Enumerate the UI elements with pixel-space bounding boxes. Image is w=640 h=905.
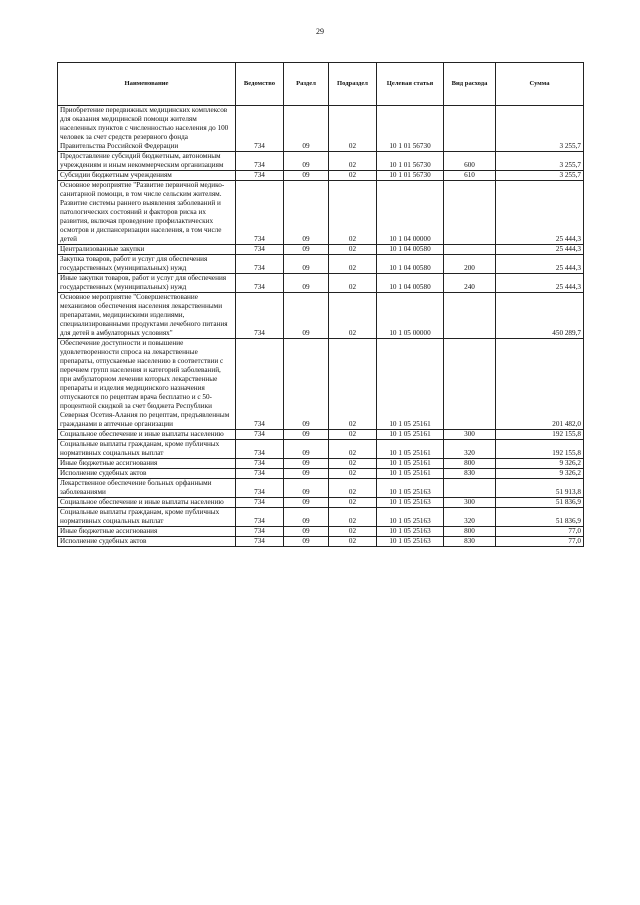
cell-name: Социальное обеспечение и иные выплаты населению <box>58 430 236 440</box>
header-dept: Ведомство <box>236 63 284 106</box>
cell-subsection: 02 <box>329 339 377 430</box>
cell-type: 320 <box>444 508 496 527</box>
cell-section: 09 <box>284 339 329 430</box>
cell-subsection: 02 <box>329 479 377 498</box>
header-type: Вид расхода <box>444 63 496 106</box>
cell-name: Социальные выплаты гражданам, кроме публичных нормативных социальных выплат <box>58 508 236 527</box>
table-row <box>58 537 584 547</box>
cell-name: Иные закупки товаров, работ и услуг для обеспечения государственных (муниципальных) нужд <box>58 274 236 293</box>
cell-target: 10 1 05 25161 <box>377 459 444 469</box>
cell-subsection: 02 <box>329 537 377 547</box>
table-row <box>58 245 584 255</box>
cell-subsection: 02 <box>329 459 377 469</box>
header-amount: Сумма <box>496 63 584 106</box>
cell-name: Субсидии бюджетным учреждениям <box>58 171 236 181</box>
cell-amount: 77,0 <box>496 527 584 537</box>
cell-dept: 734 <box>236 479 284 498</box>
table-row <box>58 459 584 469</box>
cell-target: 10 1 05 25163 <box>377 498 444 508</box>
cell-subsection: 02 <box>329 171 377 181</box>
header-target: Целевая статья <box>377 63 444 106</box>
cell-amount: 25 444,3 <box>496 181 584 245</box>
cell-subsection: 02 <box>329 430 377 440</box>
cell-name: Закупка товаров, работ и услуг для обеспечения государственных (муниципальных) нужд <box>58 255 236 274</box>
table-row <box>58 469 584 479</box>
cell-dept: 734 <box>236 181 284 245</box>
cell-type: 320 <box>444 440 496 459</box>
cell-target: 10 1 04 00000 <box>377 181 444 245</box>
cell-dept: 734 <box>236 106 284 152</box>
table-row <box>58 274 584 293</box>
cell-amount: 192 155,8 <box>496 430 584 440</box>
table-row <box>58 106 584 152</box>
table-row <box>58 293 584 339</box>
table-row <box>58 479 584 498</box>
budget-table <box>57 62 584 547</box>
cell-amount: 450 289,7 <box>496 293 584 339</box>
cell-target: 10 1 05 25163 <box>377 479 444 498</box>
cell-subsection: 02 <box>329 255 377 274</box>
cell-section: 09 <box>284 430 329 440</box>
cell-type: 800 <box>444 527 496 537</box>
cell-target: 10 1 01 56730 <box>377 171 444 181</box>
header-section: Раздел <box>284 63 329 106</box>
table-row <box>58 527 584 537</box>
cell-target: 10 1 01 56730 <box>377 152 444 171</box>
cell-subsection: 02 <box>329 508 377 527</box>
cell-type <box>444 293 496 339</box>
table-row <box>58 440 584 459</box>
cell-dept: 734 <box>236 245 284 255</box>
cell-dept: 734 <box>236 440 284 459</box>
table-row <box>58 498 584 508</box>
cell-target: 10 1 01 56730 <box>377 106 444 152</box>
cell-dept: 734 <box>236 171 284 181</box>
cell-name: Социальное обеспечение и иные выплаты населению <box>58 498 236 508</box>
cell-subsection: 02 <box>329 245 377 255</box>
cell-name: Приобретение передвижных медицинских комплексов для оказания медицинской помощи жителям населенных пунктов с численностью населения до 100 человек за счет средств резервного фонда Правительства Российской Федерации <box>58 106 236 152</box>
cell-section: 09 <box>284 537 329 547</box>
cell-dept: 734 <box>236 274 284 293</box>
cell-name: Иные бюджетные ассигнования <box>58 527 236 537</box>
cell-amount: 9 326,2 <box>496 459 584 469</box>
cell-subsection: 02 <box>329 181 377 245</box>
cell-dept: 734 <box>236 255 284 274</box>
cell-type <box>444 181 496 245</box>
cell-name: Социальные выплаты гражданам, кроме публичных нормативных социальных выплат <box>58 440 236 459</box>
page-number: 29 <box>316 27 324 36</box>
cell-subsection: 02 <box>329 152 377 171</box>
cell-dept: 734 <box>236 339 284 430</box>
cell-name: Обеспечение доступности и повышение удовлетворенности спроса на лекарственные препараты, отпускаемые населению в соответствии с перечнем групп населения и категорий заболеваний, при амбулаторном лечении которых лекарственные препараты и изделия медицинского назначения отпускаются по рецептам врача бесплатно и с 50-процентной скидкой за счет бюджета Республики Северная Осетия-Алания по рецептам, предъявленным гражданами в аптечные организации <box>58 339 236 430</box>
cell-dept: 734 <box>236 527 284 537</box>
cell-section: 09 <box>284 245 329 255</box>
cell-target: 10 1 05 00000 <box>377 293 444 339</box>
cell-amount: 201 482,0 <box>496 339 584 430</box>
cell-type: 300 <box>444 430 496 440</box>
cell-amount: 51 836,9 <box>496 498 584 508</box>
cell-target: 10 1 05 25161 <box>377 440 444 459</box>
cell-type: 830 <box>444 469 496 479</box>
cell-type: 200 <box>444 255 496 274</box>
cell-amount: 192 155,8 <box>496 440 584 459</box>
cell-dept: 734 <box>236 293 284 339</box>
cell-amount: 25 444,3 <box>496 255 584 274</box>
cell-section: 09 <box>284 440 329 459</box>
table-row <box>58 508 584 527</box>
cell-target: 10 1 04 00580 <box>377 274 444 293</box>
cell-dept: 734 <box>236 498 284 508</box>
cell-section: 09 <box>284 498 329 508</box>
cell-dept: 734 <box>236 537 284 547</box>
cell-amount: 9 326,2 <box>496 469 584 479</box>
table-row <box>58 339 584 430</box>
cell-type: 610 <box>444 171 496 181</box>
cell-dept: 734 <box>236 152 284 171</box>
cell-name: Исполнение судебных актов <box>58 537 236 547</box>
cell-target: 10 1 05 25163 <box>377 508 444 527</box>
cell-name: Основное мероприятие "Совершенствование механизмов обеспечения населения лекарственными препаратами, медицинскими изделиями, специализированными продуктами лечебного питания для детей в амбулаторных условиях" <box>58 293 236 339</box>
cell-name: Централизованные закупки <box>58 245 236 255</box>
cell-subsection: 02 <box>329 498 377 508</box>
cell-target: 10 1 04 00580 <box>377 245 444 255</box>
table-row <box>58 181 584 245</box>
table-body <box>58 106 584 547</box>
cell-type <box>444 245 496 255</box>
cell-subsection: 02 <box>329 469 377 479</box>
cell-type <box>444 106 496 152</box>
cell-target: 10 1 05 25163 <box>377 537 444 547</box>
table-row <box>58 430 584 440</box>
cell-name: Иные бюджетные ассигнования <box>58 459 236 469</box>
cell-subsection: 02 <box>329 527 377 537</box>
cell-section: 09 <box>284 508 329 527</box>
cell-target: 10 1 04 00580 <box>377 255 444 274</box>
cell-amount: 3 255,7 <box>496 152 584 171</box>
cell-name: Предоставление субсидий бюджетным, автономным учреждениям и иным некоммерческим организациям <box>58 152 236 171</box>
cell-subsection: 02 <box>329 106 377 152</box>
cell-section: 09 <box>284 171 329 181</box>
cell-section: 09 <box>284 255 329 274</box>
cell-section: 09 <box>284 459 329 469</box>
cell-target: 10 1 05 25163 <box>377 527 444 537</box>
cell-dept: 734 <box>236 469 284 479</box>
cell-type: 800 <box>444 459 496 469</box>
cell-type <box>444 479 496 498</box>
cell-name: Основное мероприятие "Развитие первичной медико-санитарной помощи, в том числе сельским жителям. Развитие системы раннего выявления заболеваний и патологических состояний и факторов риска их развития, включая проведение профилактических осмотров и диспансеризации населения, в том числе детей <box>58 181 236 245</box>
table-row <box>58 255 584 274</box>
cell-subsection: 02 <box>329 274 377 293</box>
cell-target: 10 1 05 25161 <box>377 469 444 479</box>
cell-dept: 734 <box>236 430 284 440</box>
cell-amount: 3 255,7 <box>496 171 584 181</box>
cell-section: 09 <box>284 274 329 293</box>
cell-type: 830 <box>444 537 496 547</box>
cell-amount: 25 444,3 <box>496 274 584 293</box>
cell-section: 09 <box>284 293 329 339</box>
cell-section: 09 <box>284 106 329 152</box>
cell-name: Лекарственное обеспечение больных орфанными заболеваниями <box>58 479 236 498</box>
table-row <box>58 171 584 181</box>
cell-subsection: 02 <box>329 293 377 339</box>
cell-amount: 51 836,9 <box>496 508 584 527</box>
cell-section: 09 <box>284 152 329 171</box>
cell-target: 10 1 05 25161 <box>377 339 444 430</box>
cell-type: 600 <box>444 152 496 171</box>
cell-name: Исполнение судебных актов <box>58 469 236 479</box>
header-subsection: Подраздел <box>329 63 377 106</box>
cell-target: 10 1 05 25161 <box>377 430 444 440</box>
cell-dept: 734 <box>236 459 284 469</box>
cell-dept: 734 <box>236 508 284 527</box>
cell-amount: 3 255,7 <box>496 106 584 152</box>
table-header-row <box>58 63 584 106</box>
cell-section: 09 <box>284 479 329 498</box>
cell-amount: 51 913,8 <box>496 479 584 498</box>
cell-amount: 77,0 <box>496 537 584 547</box>
cell-subsection: 02 <box>329 440 377 459</box>
cell-type: 240 <box>444 274 496 293</box>
cell-section: 09 <box>284 469 329 479</box>
table-row <box>58 152 584 171</box>
cell-amount: 25 444,3 <box>496 245 584 255</box>
cell-type: 300 <box>444 498 496 508</box>
header-name: Наименование <box>58 63 236 106</box>
cell-section: 09 <box>284 527 329 537</box>
cell-type <box>444 339 496 430</box>
cell-section: 09 <box>284 181 329 245</box>
